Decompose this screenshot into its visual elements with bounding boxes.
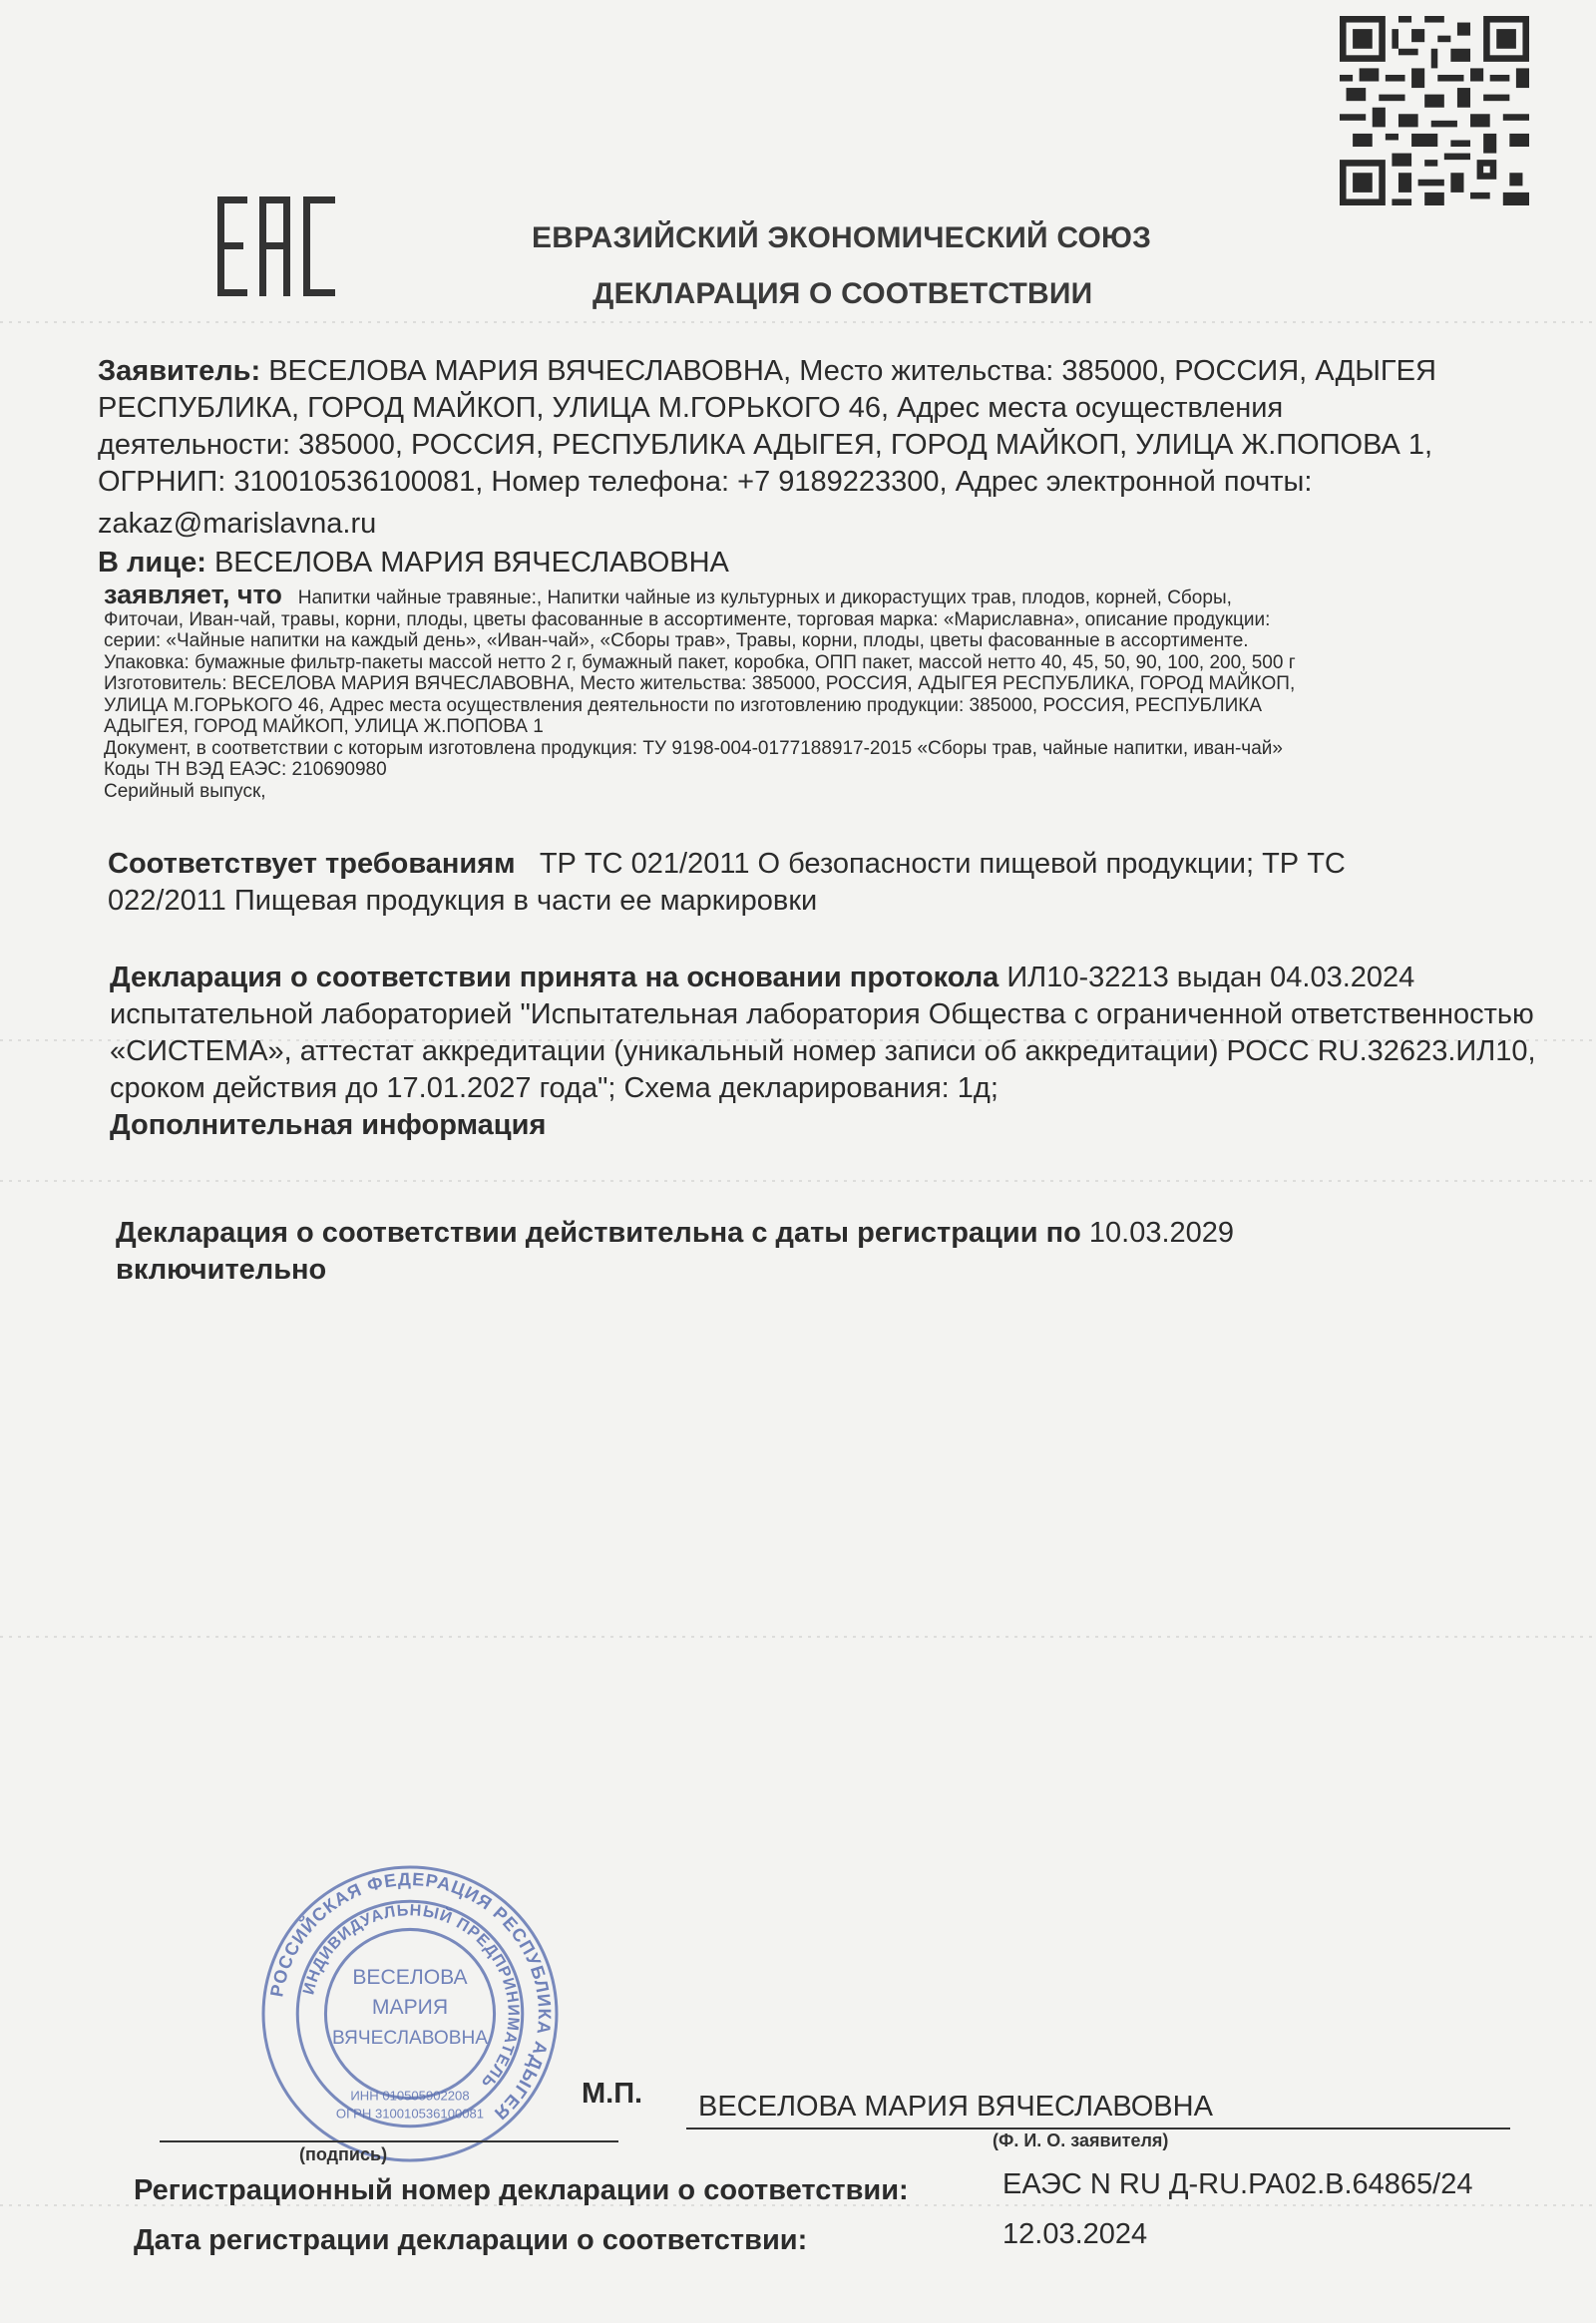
product-description-block bbox=[104, 580, 1550, 802]
name-caption: (Ф. И. О. заявителя) bbox=[993, 2130, 1169, 2150]
manufacturer-line-1: Изготовитель: ВЕСЕЛОВА МАРИЯ ВЯЧЕСЛАВОВНА, Место жительства: 385000, РОССИЯ, АДЫГЕЯ РЕСПУБЛИКА, ГОРОД МАЙКОП, bbox=[104, 673, 1296, 694]
applicant-line-2: РЕСПУБЛИКА, ГОРОД МАЙКОП, УЛИЦА М.ГОРЬКОГО 46, Адрес места осуществления bbox=[98, 392, 1284, 424]
applicant-line-3: деятельности: 385000, РОССИЯ, РЕСПУБЛИКА АДЫГЕЯ, ГОРОД МАЙКОП, УЛИЦА Ж.ПОПОВА 1, bbox=[98, 429, 1433, 461]
applicant-line-1: Заявитель: ВЕСЕЛОВА МАРИЯ ВЯЧЕСЛАВОВНА, Место жительства: 385000, РОССИЯ, АДЫГЕЯ bbox=[98, 355, 1436, 387]
registration-date-label: Дата регистрации декларации о соответствии: bbox=[134, 2224, 808, 2256]
basis-line-3: «СИСТЕМА», аттестат аккредитации (уникальный номер записи об аккредитации) РОСС RU.32623.ИЛ10, bbox=[110, 1035, 1536, 1067]
stamp-inner-text: ИНДИВИДУАЛЬНЫЙ ПРЕДПРИНИМАТЕЛЬ bbox=[299, 1901, 523, 2093]
stamp-inn: ИНН 010505902208 bbox=[350, 2088, 470, 2104]
declares-line-2: Фиточаи, Иван-чай, травы, корни, плоды, цветы фасованные в ассортименте, торговая марка: «Мариславна», описание продукции: bbox=[104, 608, 1271, 630]
applicant-line-4: ОГРНИП: 310010536100081, Номер телефона: +7 9189223300, Адрес электронной почты: bbox=[98, 466, 1313, 498]
round-seal-stamp bbox=[259, 1863, 561, 2164]
hs-codes-line: Коды ТН ВЭД ЕАЭС: 210690980 bbox=[104, 759, 387, 780]
validity-date: 10.03.2029 bbox=[1088, 1217, 1235, 1249]
conforms-label: Соответствует требованиям bbox=[108, 848, 516, 880]
conforms-block bbox=[108, 846, 1554, 920]
basis-line-2: испытательной лабораторией "Испытательная лаборатория Общества с ограниченной ответственностью bbox=[110, 998, 1534, 1030]
name-line bbox=[686, 2128, 1510, 2129]
represented-line: В лице: ВЕСЕЛОВА МАРИЯ ВЯЧЕСЛАВОВНА bbox=[98, 547, 729, 579]
declares-line-3: серии: «Чайные напитки на каждый день», «Иван-чай», «Сборы трав», Травы, корни, плоды, цветы фасованные в ассортименте. bbox=[104, 630, 1249, 651]
stamp-ogrn: ОГРН 310010536100081 bbox=[335, 2106, 485, 2122]
basis-line-4: сроком действия до 17.01.2027 года"; Схема декларирования: 1д; bbox=[110, 1072, 998, 1104]
basis-line-1: Декларация о соответствии принята на основании протокола ИЛ10-32213 выдан 04.03.2024 bbox=[110, 962, 1415, 993]
declares-line-1: заявляет, что Напитки чайные травяные:, Напитки чайные из культурных и дикорастущих трав, плодов, корней, Сборы, bbox=[104, 580, 1232, 609]
stamp-center-1: ВЕСЕЛОВА bbox=[352, 1965, 468, 1989]
validity-line-2: включительно bbox=[116, 1254, 327, 1286]
conforms-line-2: 022/2011 Пищевая продукция в части ее маркировки bbox=[108, 885, 818, 917]
basis-block bbox=[110, 960, 1556, 1144]
validity-line-1: Декларация о соответствии действительна с даты регистрации по 10.03.2029 bbox=[116, 1217, 1235, 1249]
conforms-line-1: Соответствует требованиям ТР ТС 021/2011 О безопасности пищевой продукции; ТР ТС bbox=[108, 848, 1346, 880]
registration-date: 12.03.2024 bbox=[1002, 2218, 1148, 2250]
validity-block bbox=[116, 1215, 1512, 1289]
applicant-email: zakaz@marislavna.ru bbox=[98, 508, 377, 540]
signature-line bbox=[160, 2140, 618, 2142]
registration-number: ЕАЭС N RU Д-RU.РА02.В.64865/24 bbox=[1002, 2168, 1473, 2200]
registration-number-label: Регистрационный номер декларации о соответствии: bbox=[134, 2174, 909, 2206]
manufacturer-line-3: АДЫГЕЯ, ГОРОД МАЙКОП, УЛИЦА Ж.ПОПОВА 1 bbox=[104, 716, 544, 737]
additional-info-label: Дополнительная информация bbox=[110, 1109, 547, 1141]
document-line: Документ, в соответствии с которым изготовлена продукция: ТУ 9198-004-0177188917-2015 «Сборы трав, чайные напитки, иван-чай» bbox=[104, 737, 1283, 759]
declares-label: заявляет, что bbox=[104, 580, 282, 609]
serial-line: Серийный выпуск, bbox=[104, 780, 266, 802]
manufacturer-line-2: УЛИЦА М.ГОРЬКОГО 46, Адрес места осуществления деятельности по изготовлению продукции: 385000, РОССИЯ, РЕСПУБЛИКА bbox=[104, 694, 1262, 716]
signature-caption: (подпись) bbox=[299, 2144, 388, 2164]
stamp-center-2: МАРИЯ bbox=[371, 1996, 449, 2019]
basis-label: Декларация о соответствии принята на основании протокола bbox=[110, 962, 999, 993]
eac-logo-icon bbox=[217, 196, 335, 296]
union-title: ЕВРАЗИЙСКИЙ ЭКОНОМИЧЕСКИЙ СОЮЗ bbox=[532, 221, 1152, 254]
seal-place-label: М.П. bbox=[582, 2078, 643, 2110]
stamp-outer-text: РОССИЙСКАЯ ФЕДЕРАЦИЯ РЕСПУБЛИКА АДЫГЕЯ bbox=[266, 1868, 555, 2125]
declares-line-4: Упаковка: бумажные фильтр-пакеты массой нетто 2 г, бумажный пакет, коробка, ОПП пакет, массой нетто 40, 45, 50, 90, 100, 200, 500 г bbox=[104, 651, 1296, 673]
applicant-block bbox=[98, 353, 1554, 581]
applicant-label: Заявитель: bbox=[98, 355, 261, 387]
qr-code-icon bbox=[1340, 16, 1529, 205]
represented-label: В лице: bbox=[98, 547, 206, 579]
document-title: ДЕКЛАРАЦИЯ О СООТВЕТСТВИИ bbox=[593, 277, 1093, 310]
applicant-name-signature: ВЕСЕЛОВА МАРИЯ ВЯЧЕСЛАВОВНА bbox=[698, 2091, 1213, 2123]
stamp-center-3: ВЯЧЕСЛАВОВНА bbox=[331, 2028, 489, 2050]
